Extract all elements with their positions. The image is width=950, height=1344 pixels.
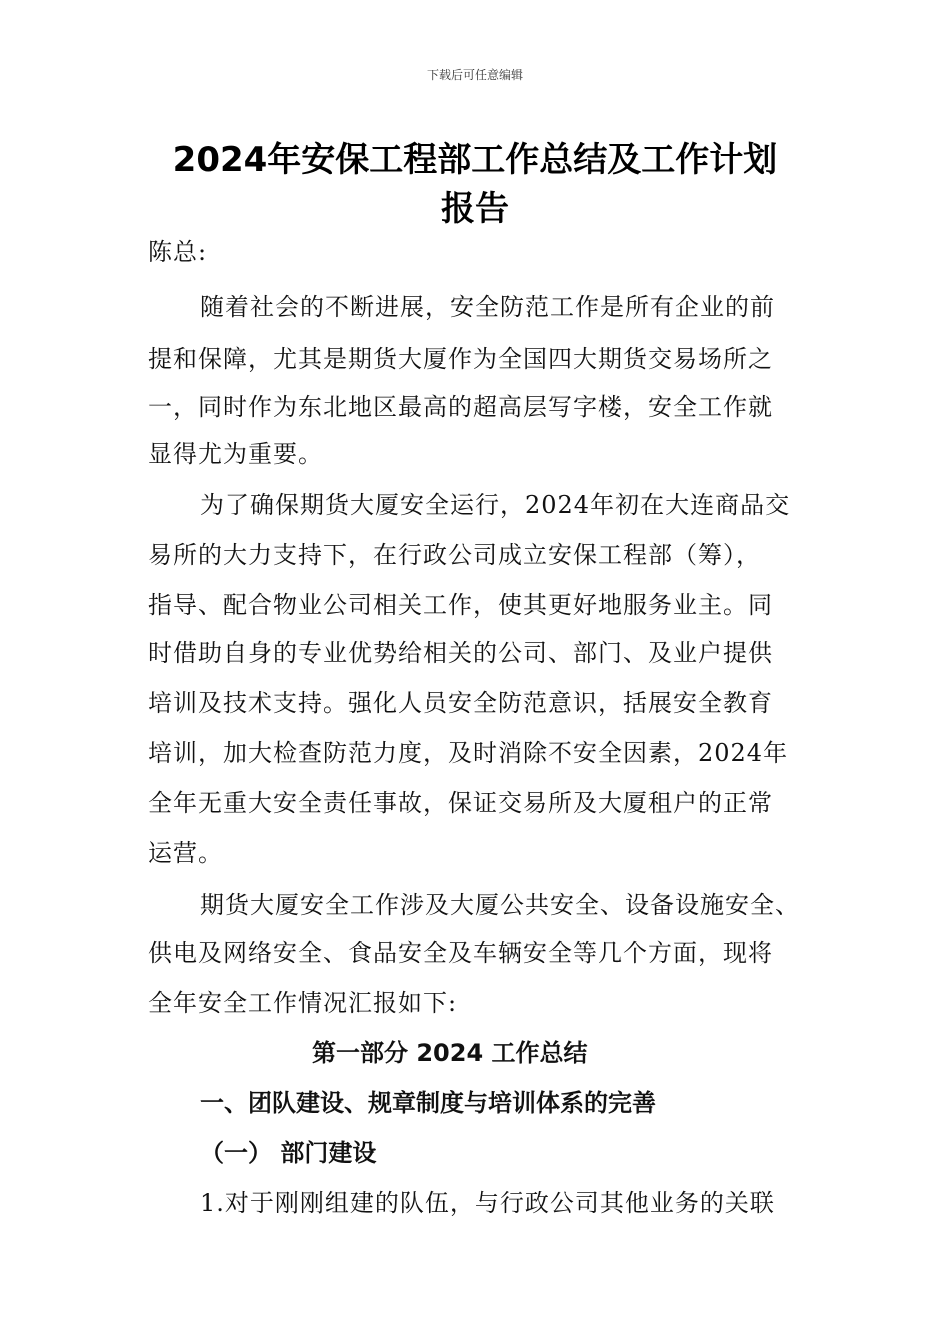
paragraph-3-line-1: 期货大厦安全工作涉及大厦公共安全、设备设施安全、: [200, 891, 800, 919]
part-heading: 第一部分 2024 工作总结: [312, 1039, 588, 1067]
paragraph-2-line-3: 指导、配合物业公司相关工作，使其更好地服务业主。同: [148, 591, 773, 619]
section-heading: 一、团队建设、规章制度与培训体系的完善: [200, 1089, 656, 1117]
paragraph-2-line-2: 易所的大力支持下，在行政公司成立安保工程部（筹），: [148, 541, 761, 569]
paragraph-2-line-4: 时借助自身的专业优势给相关的公司、部门、及业户提供: [148, 639, 773, 667]
paragraph-2-line-1: 为了确保期货大厦安全运行，2024年初在大连商品交: [200, 491, 791, 519]
subsection-heading: （一） 部门建设: [200, 1139, 377, 1167]
paragraph-3-line-2: 供电及网络安全、食品安全及车辆安全等几个方面，现将: [148, 939, 773, 967]
paragraph-2-line-5: 培训及技术支持。强化人员安全防范意识，括展安全教育: [148, 689, 773, 717]
paragraph-2-line-8: 运营。: [148, 839, 223, 867]
salutation: 陈总:: [148, 238, 208, 266]
paragraph-3-line-3: 全年安全工作情况汇报如下:: [148, 989, 458, 1017]
numbered-item-1: 1.对于刚刚组建的队伍，与行政公司其他业务的关联: [200, 1189, 775, 1217]
document-title-line1: 2024年安保工程部工作总结及工作计划: [172, 140, 778, 180]
header-note: 下载后可任意编辑: [426, 68, 523, 82]
paragraph-1-line-2: 提和保障，尤其是期货大厦作为全国四大期货交易场所之: [148, 345, 773, 373]
paragraph-1-line-4: 显得尤为重要。: [148, 440, 323, 468]
paragraph-2-line-6: 培训，加大检查防范力度，及时消除不安全因素，2024年: [148, 739, 789, 767]
paragraph-1-line-1: 随着社会的不断进展，安全防范工作是所有企业的前: [200, 293, 775, 321]
paragraph-1-line-3: 一，同时作为东北地区最高的超高层写字楼，安全工作就: [148, 393, 773, 421]
paragraph-2-line-7: 全年无重大安全责任事故，保证交易所及大厦租户的正常: [148, 789, 773, 817]
document-title-line2: 报告: [441, 189, 509, 229]
